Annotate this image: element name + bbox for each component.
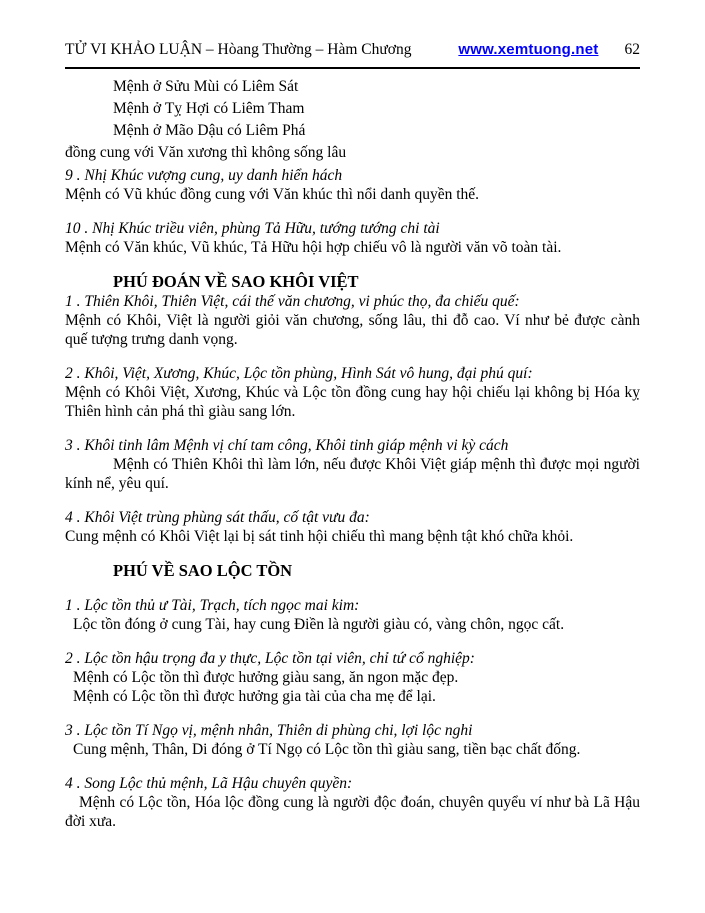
numbered-item: [65, 364, 640, 421]
numbered-item: [65, 292, 640, 349]
item-title: 3 . Khôi tinh lâm Mệnh vị chí tam công, Khôi tinh giáp mệnh vi kỳ cách: [65, 437, 509, 454]
paragraph: Mệnh có Lộc tồn, Hóa lộc đồng cung là người độc đoán, chuyên quyểu ví như bà Lã Hậu đời xưa.: [65, 794, 640, 830]
section-heading: PHÚ ĐOÁN VỀ SAO KHÔI VIỆT: [113, 272, 359, 291]
item-title: 4 . Khôi Việt trùng phùng sát thấu, cố tật vưu đa:: [65, 509, 370, 526]
numbered-item: [65, 166, 640, 204]
numbered-item: [65, 508, 640, 546]
item-title: 2 . Lộc tồn hậu trọng đa y thực, Lộc tồn tại viên, chỉ tứ cổ nghiệp:: [65, 650, 475, 667]
paragraph: Mệnh có Vũ khúc đồng cung với Văn khúc thì nổi danh quyền thế.: [65, 186, 480, 203]
website-link[interactable]: www.xemtuong.net: [458, 41, 599, 58]
numbered-item: [65, 774, 640, 831]
item-title: 9 . Nhị Khúc vượng cung, uy danh hiển hách: [65, 167, 343, 184]
doc-title: TỬ VI KHẢO LUẬN – Hòang Thường – Hàm Chương: [65, 41, 412, 58]
text-line: Mệnh ở Tỵ Hợi có Liêm Tham: [113, 100, 305, 117]
numbered-item: [65, 596, 640, 634]
numbered-item: [65, 436, 640, 493]
text-line: đồng cung với Văn xương thì không sống lâu: [65, 144, 347, 161]
text-line: Mệnh ở Sửu Mùi có Liêm Sát: [113, 78, 299, 95]
page-number: 62: [624, 41, 640, 58]
numbered-item: [65, 721, 640, 759]
paragraph: Mệnh có Lộc tồn thì được hưởng giàu sang, ăn ngon mặc đẹp.: [73, 669, 459, 686]
item-title: 3 . Lộc tồn Tí Ngọ vị, mệnh nhân, Thiên di phùng chi, lợi lộc nghi: [65, 722, 473, 739]
paragraph: Cung mệnh có Khôi Việt lại bị sát tinh hội chiếu thì mang bệnh tật khó chữa khỏi.: [65, 528, 574, 545]
paragraph: Mệnh có Thiên Khôi thì làm lớn, nếu được Khôi Việt giáp mệnh thì được mọi người kính nể, yêu quí.: [65, 456, 640, 492]
item-title: 1 . Lộc tồn thủ ư Tài, Trạch, tích ngọc mai kim:: [65, 597, 360, 614]
item-title: 4 . Song Lộc thủ mệnh, Lã Hậu chuyên quyền:: [65, 775, 353, 792]
item-title: 10 . Nhị Khúc triều viên, phùng Tả Hữu, tướng tướng chi tài: [65, 220, 440, 237]
paragraph: Mệnh có Lộc tồn thì được hưởng gia tài của cha mẹ để lại.: [73, 688, 436, 705]
header-rule: [65, 67, 640, 69]
section-heading: PHÚ VỀ SAO LỘC TỒN: [113, 561, 293, 580]
paragraph: Mệnh có Khôi Việt, Xương, Khúc và Lộc tồn đồng cung hay hội chiếu lại không bị Hóa kỵ Thiên hình cản phá thì giàu sang lớn.: [65, 384, 640, 420]
paragraph: Mệnh có Văn khúc, Vũ khúc, Tả Hữu hội hợp chiếu vô là người văn võ toàn tài.: [65, 239, 562, 256]
paragraph: Lộc tồn đóng ở cung Tài, hay cung Điền là người giàu có, vàng chôn, ngọc cất.: [73, 616, 565, 633]
paragraph: Mệnh có Khôi, Việt là người giỏi văn chương, sống lâu, thi đỗ cao. Ví như bẻ được cành quế tượng trưng danh vọng.: [65, 312, 640, 348]
page-header: [65, 40, 640, 59]
document-content: [65, 76, 640, 831]
item-title: 1 . Thiên Khôi, Thiên Việt, cái thế văn chương, vi phúc thọ, đa chiếu quế:: [65, 293, 520, 310]
text-line: Mệnh ở Mão Dậu có Liêm Phá: [113, 122, 306, 139]
verse-block: [65, 76, 640, 164]
numbered-item: [65, 219, 640, 257]
numbered-item: [65, 649, 640, 706]
paragraph: Cung mệnh, Thân, Di đóng ở Tí Ngọ có Lộc tồn thì giàu sang, tiền bạc chất đống.: [73, 741, 581, 758]
item-title: 2 . Khôi, Việt, Xương, Khúc, Lộc tồn phùng, Hình Sát vô hung, đại phú quí:: [65, 365, 533, 382]
